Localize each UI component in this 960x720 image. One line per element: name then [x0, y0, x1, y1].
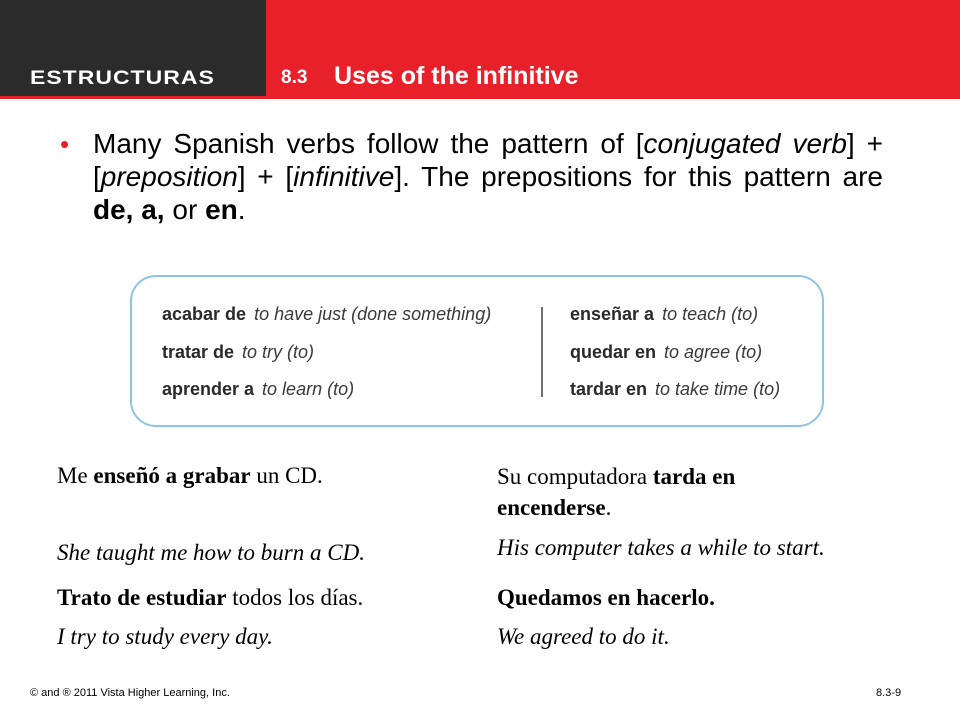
bullet-text-part: or [164, 194, 206, 225]
section-title: Uses of the infinitive [334, 62, 579, 90]
bullet-text-part: ] + [ [237, 161, 294, 192]
example-translation: She taught me how to burn a CD. [57, 540, 365, 565]
example-translation: I try to study every day. [57, 624, 273, 649]
example-bold: encenderse [497, 495, 606, 520]
bullet-text-italic: conjugated verb [643, 128, 847, 159]
example-text: un CD. [250, 463, 323, 488]
verb-term: aprender a [162, 379, 255, 399]
bullet-marker: • [60, 129, 70, 159]
example-sentence [497, 464, 735, 490]
verb-row [570, 304, 758, 325]
header-divider [0, 96, 960, 99]
example-bold: tarda en [652, 464, 736, 489]
section-number: 8.3 [281, 67, 308, 88]
example-bold: Trato de estudiar [57, 585, 227, 610]
example-text: todos los días. [226, 585, 364, 610]
bullet-text-italic: preposition [100, 161, 238, 192]
verb-term: tardar en [570, 379, 648, 399]
bullet-text-part: ] + [ [93, 128, 883, 192]
footer-page-number: 8.3-9 [876, 687, 902, 699]
example-sentence [57, 585, 363, 611]
example-text: Me [57, 463, 94, 488]
example-translation: We agreed to do it. [497, 624, 670, 649]
example-sentence [497, 585, 715, 611]
bullet-text-italic: infinitive [293, 161, 395, 192]
verb-meaning: to agree (to) [664, 342, 763, 362]
brand-label: ESTRUCTURAS [30, 66, 215, 89]
verb-term: tratar de [162, 342, 235, 362]
example-text: Su computadora [497, 464, 653, 489]
bullet-text-part: . [237, 194, 246, 225]
verb-row [162, 304, 491, 325]
verb-row [162, 379, 354, 400]
example-bold: enseñó a grabar [93, 463, 251, 488]
example-sentence-continued [497, 495, 611, 521]
bullet-text [93, 127, 883, 226]
verb-term: quedar en [570, 342, 657, 362]
example-translation: His computer takes a while to start. [497, 535, 825, 560]
example-bold: Quedamos en hacerlo. [497, 585, 715, 610]
verb-row [570, 342, 762, 363]
verb-meaning: to have just (done something) [254, 304, 492, 324]
verb-meaning: to teach (to) [662, 304, 759, 324]
bullet-text-bold: de, a, [93, 194, 165, 225]
verb-meaning: to learn (to) [262, 379, 355, 399]
footer-copyright: © and ® 2011 Vista Higher Learning, Inc. [30, 687, 230, 699]
verb-row [162, 342, 314, 363]
example-sentence [57, 463, 323, 489]
verb-term: enseñar a [570, 304, 655, 324]
verb-meaning: to try (to) [242, 342, 315, 362]
verb-meaning: to take time (to) [655, 379, 781, 399]
bullet-text-bold: en [205, 194, 238, 225]
verb-row [570, 379, 780, 400]
verb-term: acabar de [162, 304, 247, 324]
bullet-text-part: Many Spanish verbs follow the pattern of [ [93, 128, 644, 159]
bullet-text-part: ]. The prepositions for this pattern are [394, 161, 883, 192]
verb-table-separator [541, 307, 543, 397]
example-text: . [605, 495, 612, 520]
